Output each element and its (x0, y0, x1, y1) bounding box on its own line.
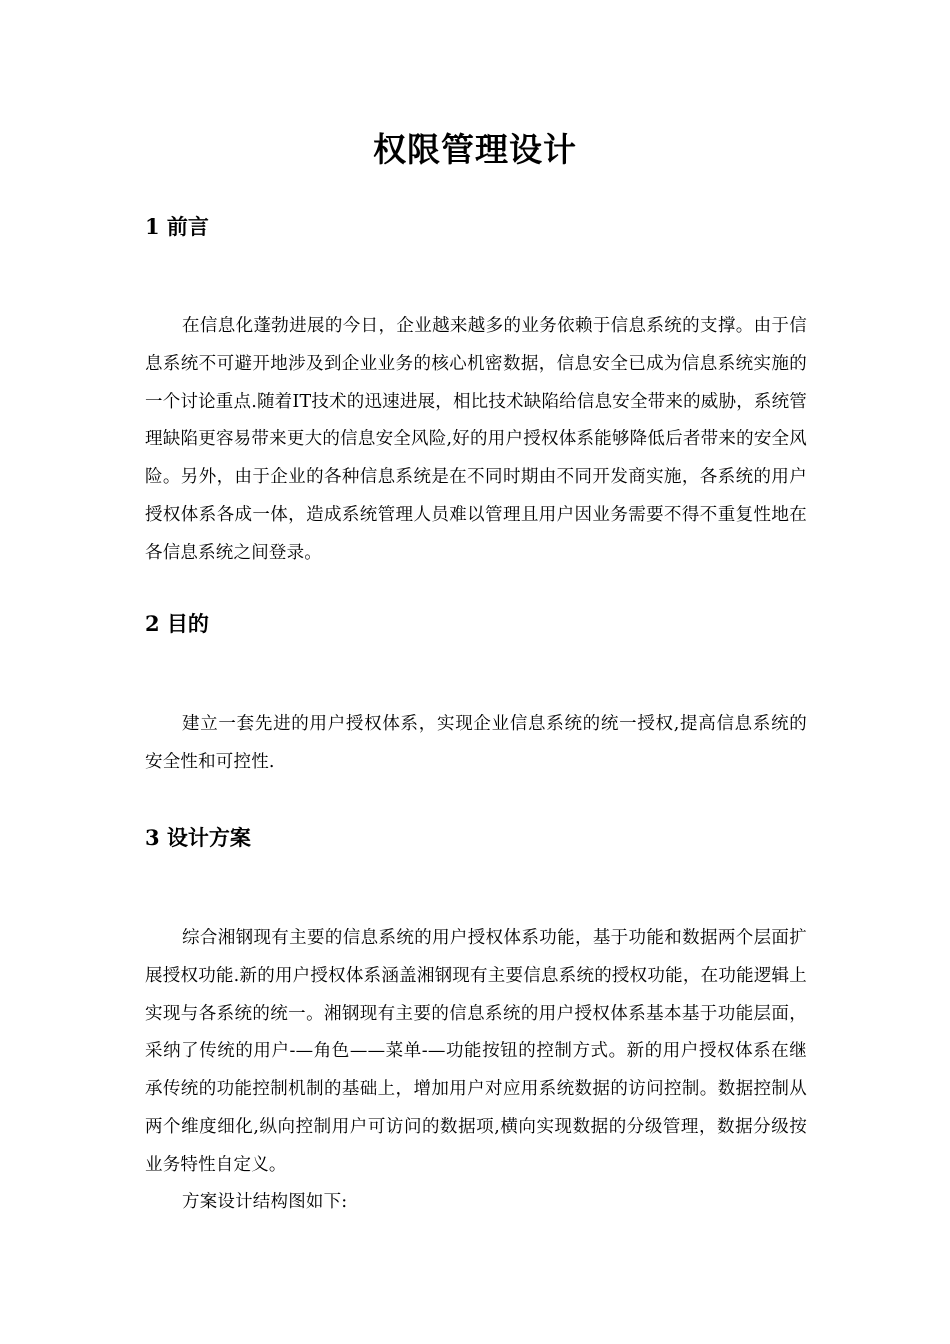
preface-paragraph: 在信息化蓬勃进展的今日，企业越来越多的业务依赖于信息系统的支撑。由于信息系统不可避开地涉及到企业业务的核心机密数据，信息安全已成为信息系统实施的一个讨论重点.随着IT技术的迅速进展，相比技术缺陷给信息安全带来的威胁，系统管理缺陷更容易带来更大的信息安全风险,好的用户授权体系能够降低后者带来的安全风险。另外，由于企业的各种信息系统是在不同时期由不同开发商实施，各系统的用户授权体系各成一体，造成系统管理人员难以管理且用户因业务需要不得不重复性地在各信息系统之间登录。 (145, 316, 807, 563)
purpose-paragraph: 建立一套先进的用户授权体系，实现企业信息系统的统一授权,提高信息系统的安全性和可控性. (145, 714, 807, 772)
section-heading-preface: 1 前言 (145, 214, 209, 239)
design-paragraph: 综合湘钢现有主要的信息系统的用户授权体系功能，基于功能和数据两个层面扩展授权功能.新的用户授权体系涵盖湘钢现有主要信息系统的授权功能，在功能逻辑上实现与各系统的统一。湘钢现有主要的信息系统的用户授权体系基本基于功能层面，采纳了传统的用户-—角色——菜单-—功能按钮的控制方式。新的用户授权体系在继承传统的功能控制机制的基础上，增加用户对应用系统数据的访问控制。数据控制从两个维度细化,纵向控制用户可访问的数据项,横向实现数据的分级管理，数据分级按业务特性自定义。 (145, 928, 807, 1175)
section-heading-purpose: 2 目的 (145, 611, 209, 636)
section-heading-design: 3 设计方案 (145, 825, 251, 850)
document-title: 权限管理设计 (373, 130, 577, 169)
design-diagram-intro: 方案设计结构图如下: (182, 1192, 348, 1212)
